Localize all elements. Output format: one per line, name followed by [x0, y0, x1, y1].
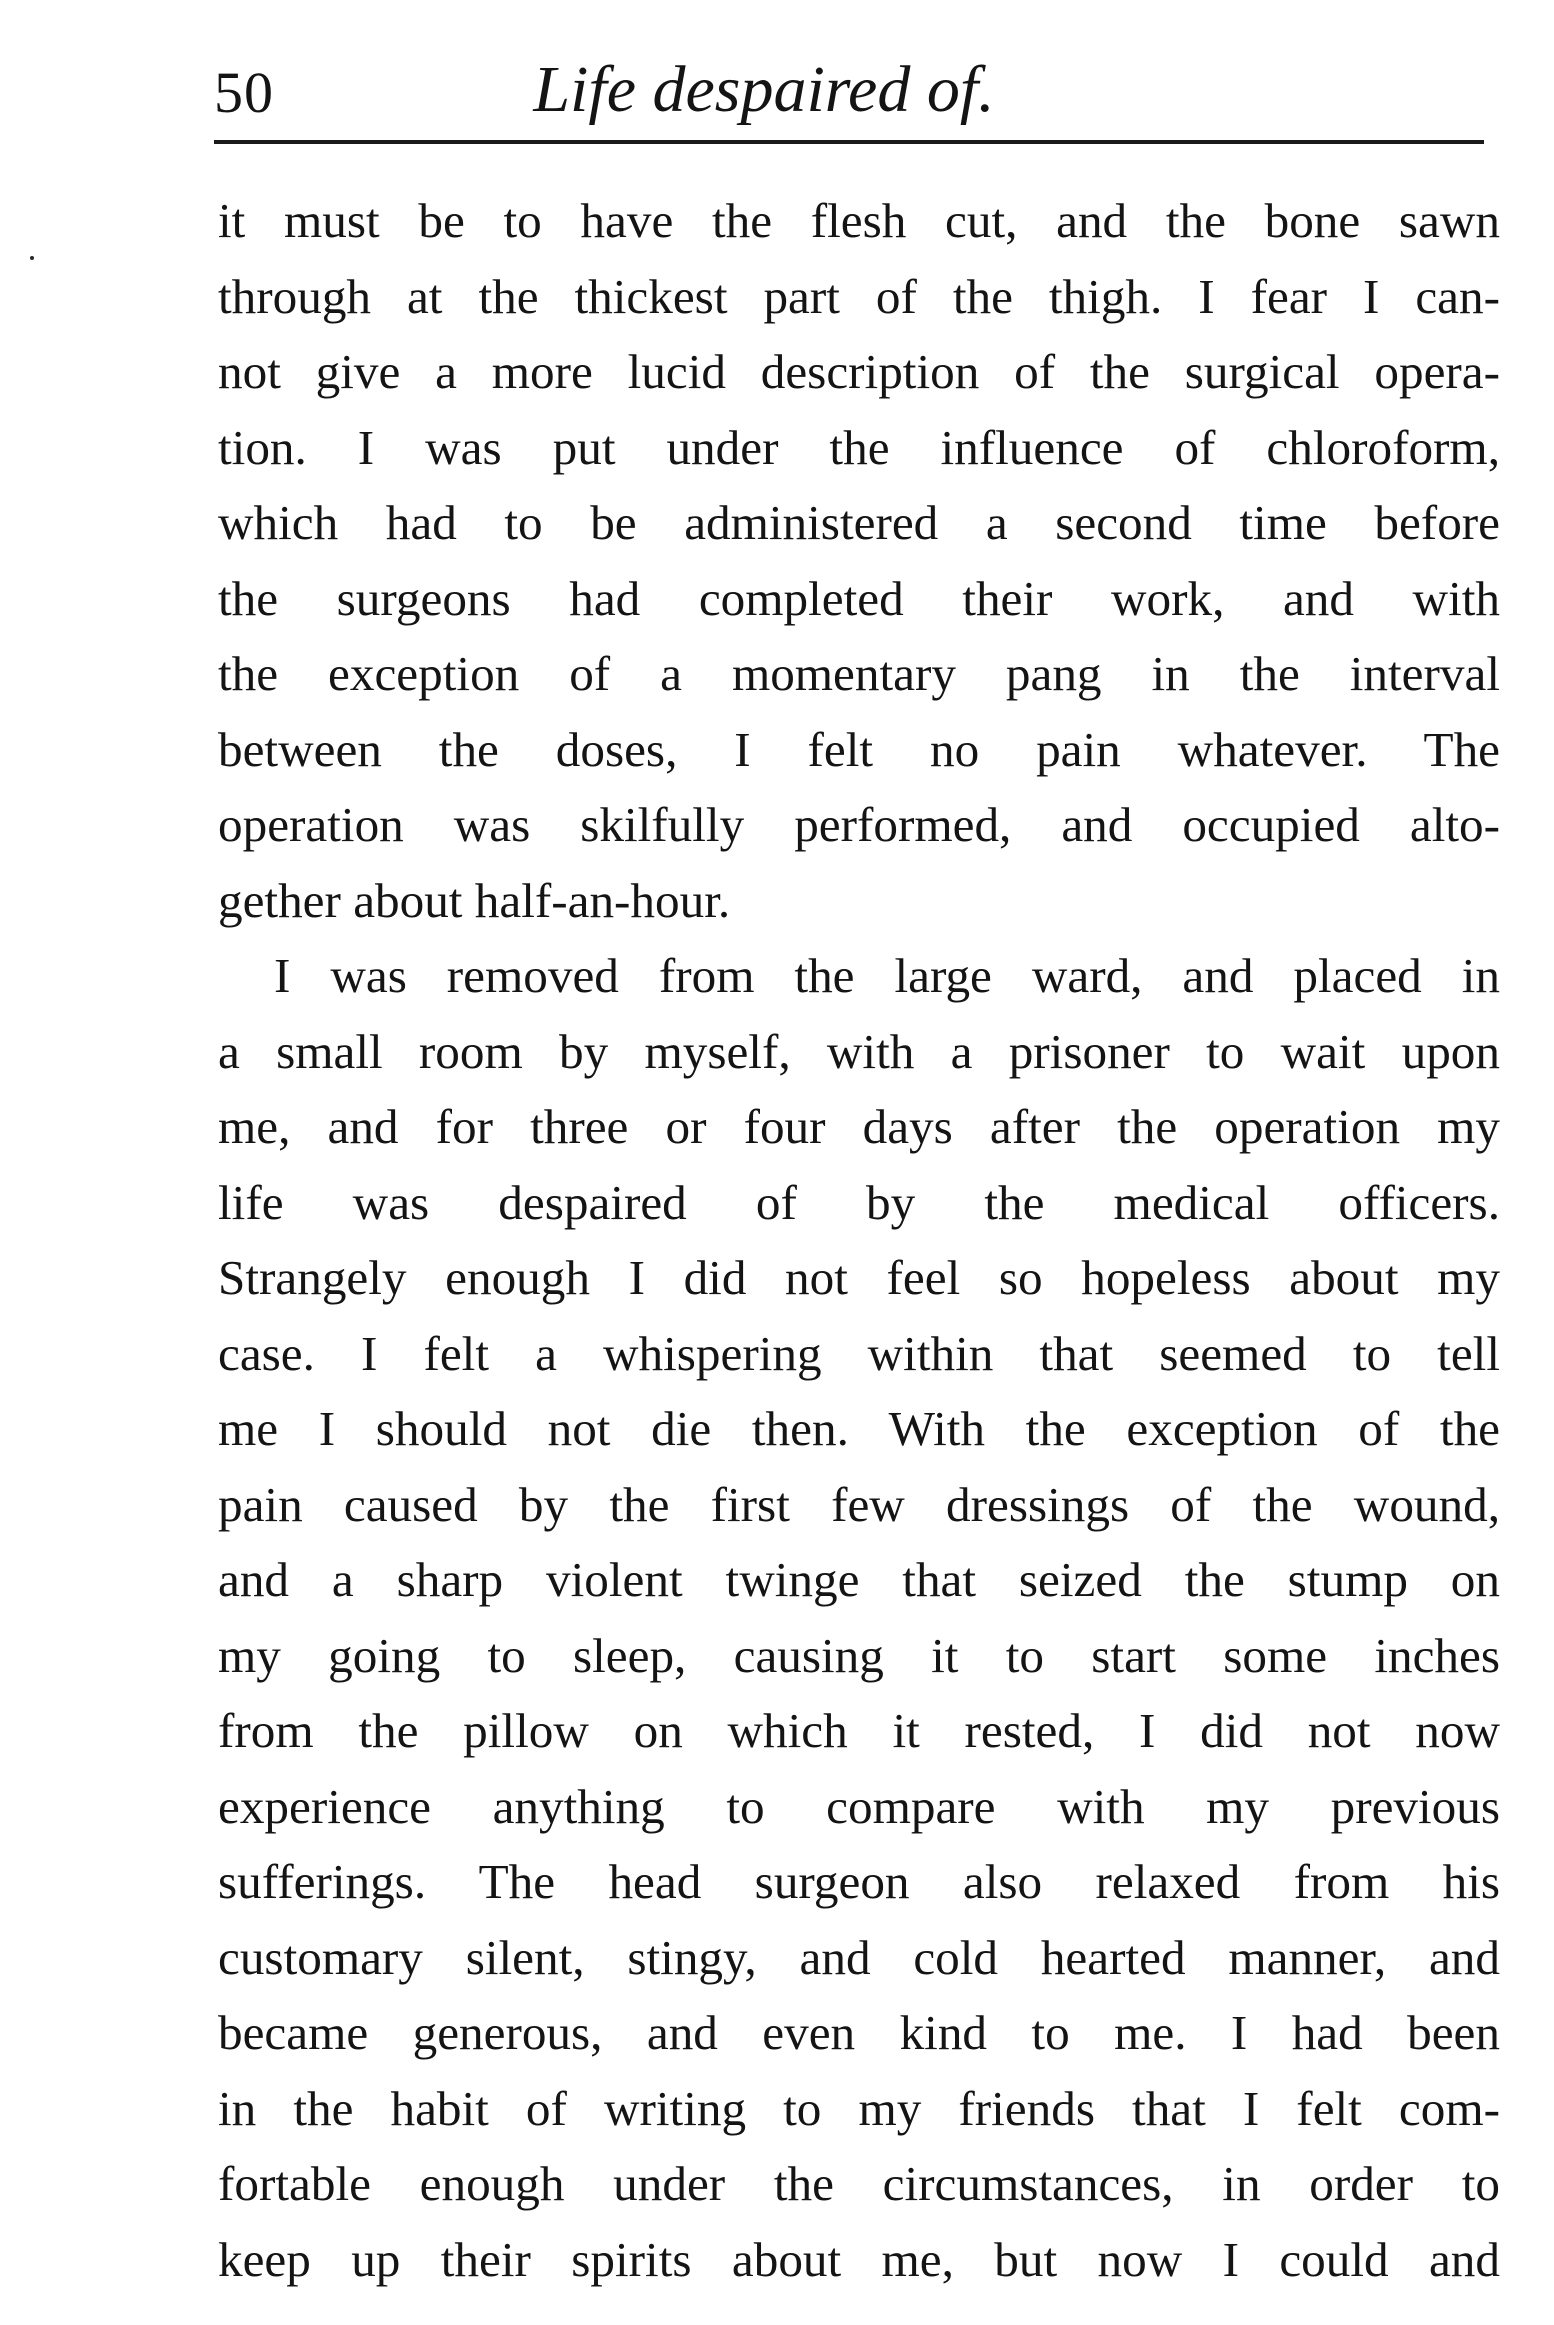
text-line: which had to be administered a second time before	[218, 495, 1500, 550]
text-line: from the pillow on which it rested, I did not now	[218, 1703, 1500, 1758]
text-line: became generous, and even kind to me. I had been	[218, 2005, 1500, 2060]
text-line: sufferings. The head surgeon also relaxed from his	[218, 1854, 1500, 1909]
text-line: case. I felt a whispering within that seemed to tell	[218, 1325, 1500, 1381]
text-line: between the doses, I felt no pain whatever. The	[218, 721, 1500, 777]
text-line: operation was skilfully performed, and occupied alto-	[218, 797, 1500, 852]
text-line: keep up their spirits about me, but now I could and	[218, 2231, 1500, 2287]
page-number: 50	[214, 60, 274, 125]
text-line: in the habit of writing to my friends that I felt com-	[218, 2080, 1500, 2136]
text-line: my going to sleep, causing it to start some inches	[218, 1627, 1500, 1683]
body-text	[218, 183, 1500, 2297]
text-line: it must be to have the flesh cut, and the bone sawn	[218, 193, 1500, 248]
text-line: through at the thickest part of the thigh. I fear I can-	[218, 268, 1500, 324]
text-line: fortable enough under the circumstances, in order to	[218, 2156, 1500, 2211]
header-rule	[214, 140, 1484, 144]
text-line: tion. I was put under the influence of chloroform,	[218, 419, 1500, 475]
paragraph-2	[218, 938, 1500, 2297]
text-line: the surgeons had completed their work, and with	[218, 570, 1500, 626]
print-speck	[30, 256, 34, 260]
text-line: a small room by myself, with a prisoner to wait upon	[218, 1023, 1500, 1079]
running-head	[214, 40, 1484, 130]
text-line: customary silent, stingy, and cold hearted manner, and	[218, 1929, 1500, 1985]
text-line: I was removed from the large ward, and placed in	[274, 948, 1500, 1003]
text-line: pain caused by the first few dressings of the wound,	[218, 1476, 1500, 1532]
running-title: Life despaired of.	[533, 53, 995, 126]
text-line: experience anything to compare with my previous	[218, 1778, 1500, 1834]
paragraph-1	[218, 183, 1500, 938]
text-line: and a sharp violent twinge that seized the stump on	[218, 1552, 1500, 1607]
text-line: Strangely enough I did not feel so hopeless about my	[218, 1250, 1500, 1305]
text-line: not give a more lucid description of the surgical opera-	[218, 344, 1500, 399]
text-line: life was despaired of by the medical officers.	[218, 1174, 1500, 1230]
text-line: the exception of a momentary pang in the interval	[218, 646, 1500, 701]
text-line: gether about half-an-hour.	[218, 872, 731, 928]
text-line: me I should not die then. With the exception of the	[218, 1401, 1500, 1456]
text-line: me, and for three or four days after the operation my	[218, 1099, 1500, 1154]
